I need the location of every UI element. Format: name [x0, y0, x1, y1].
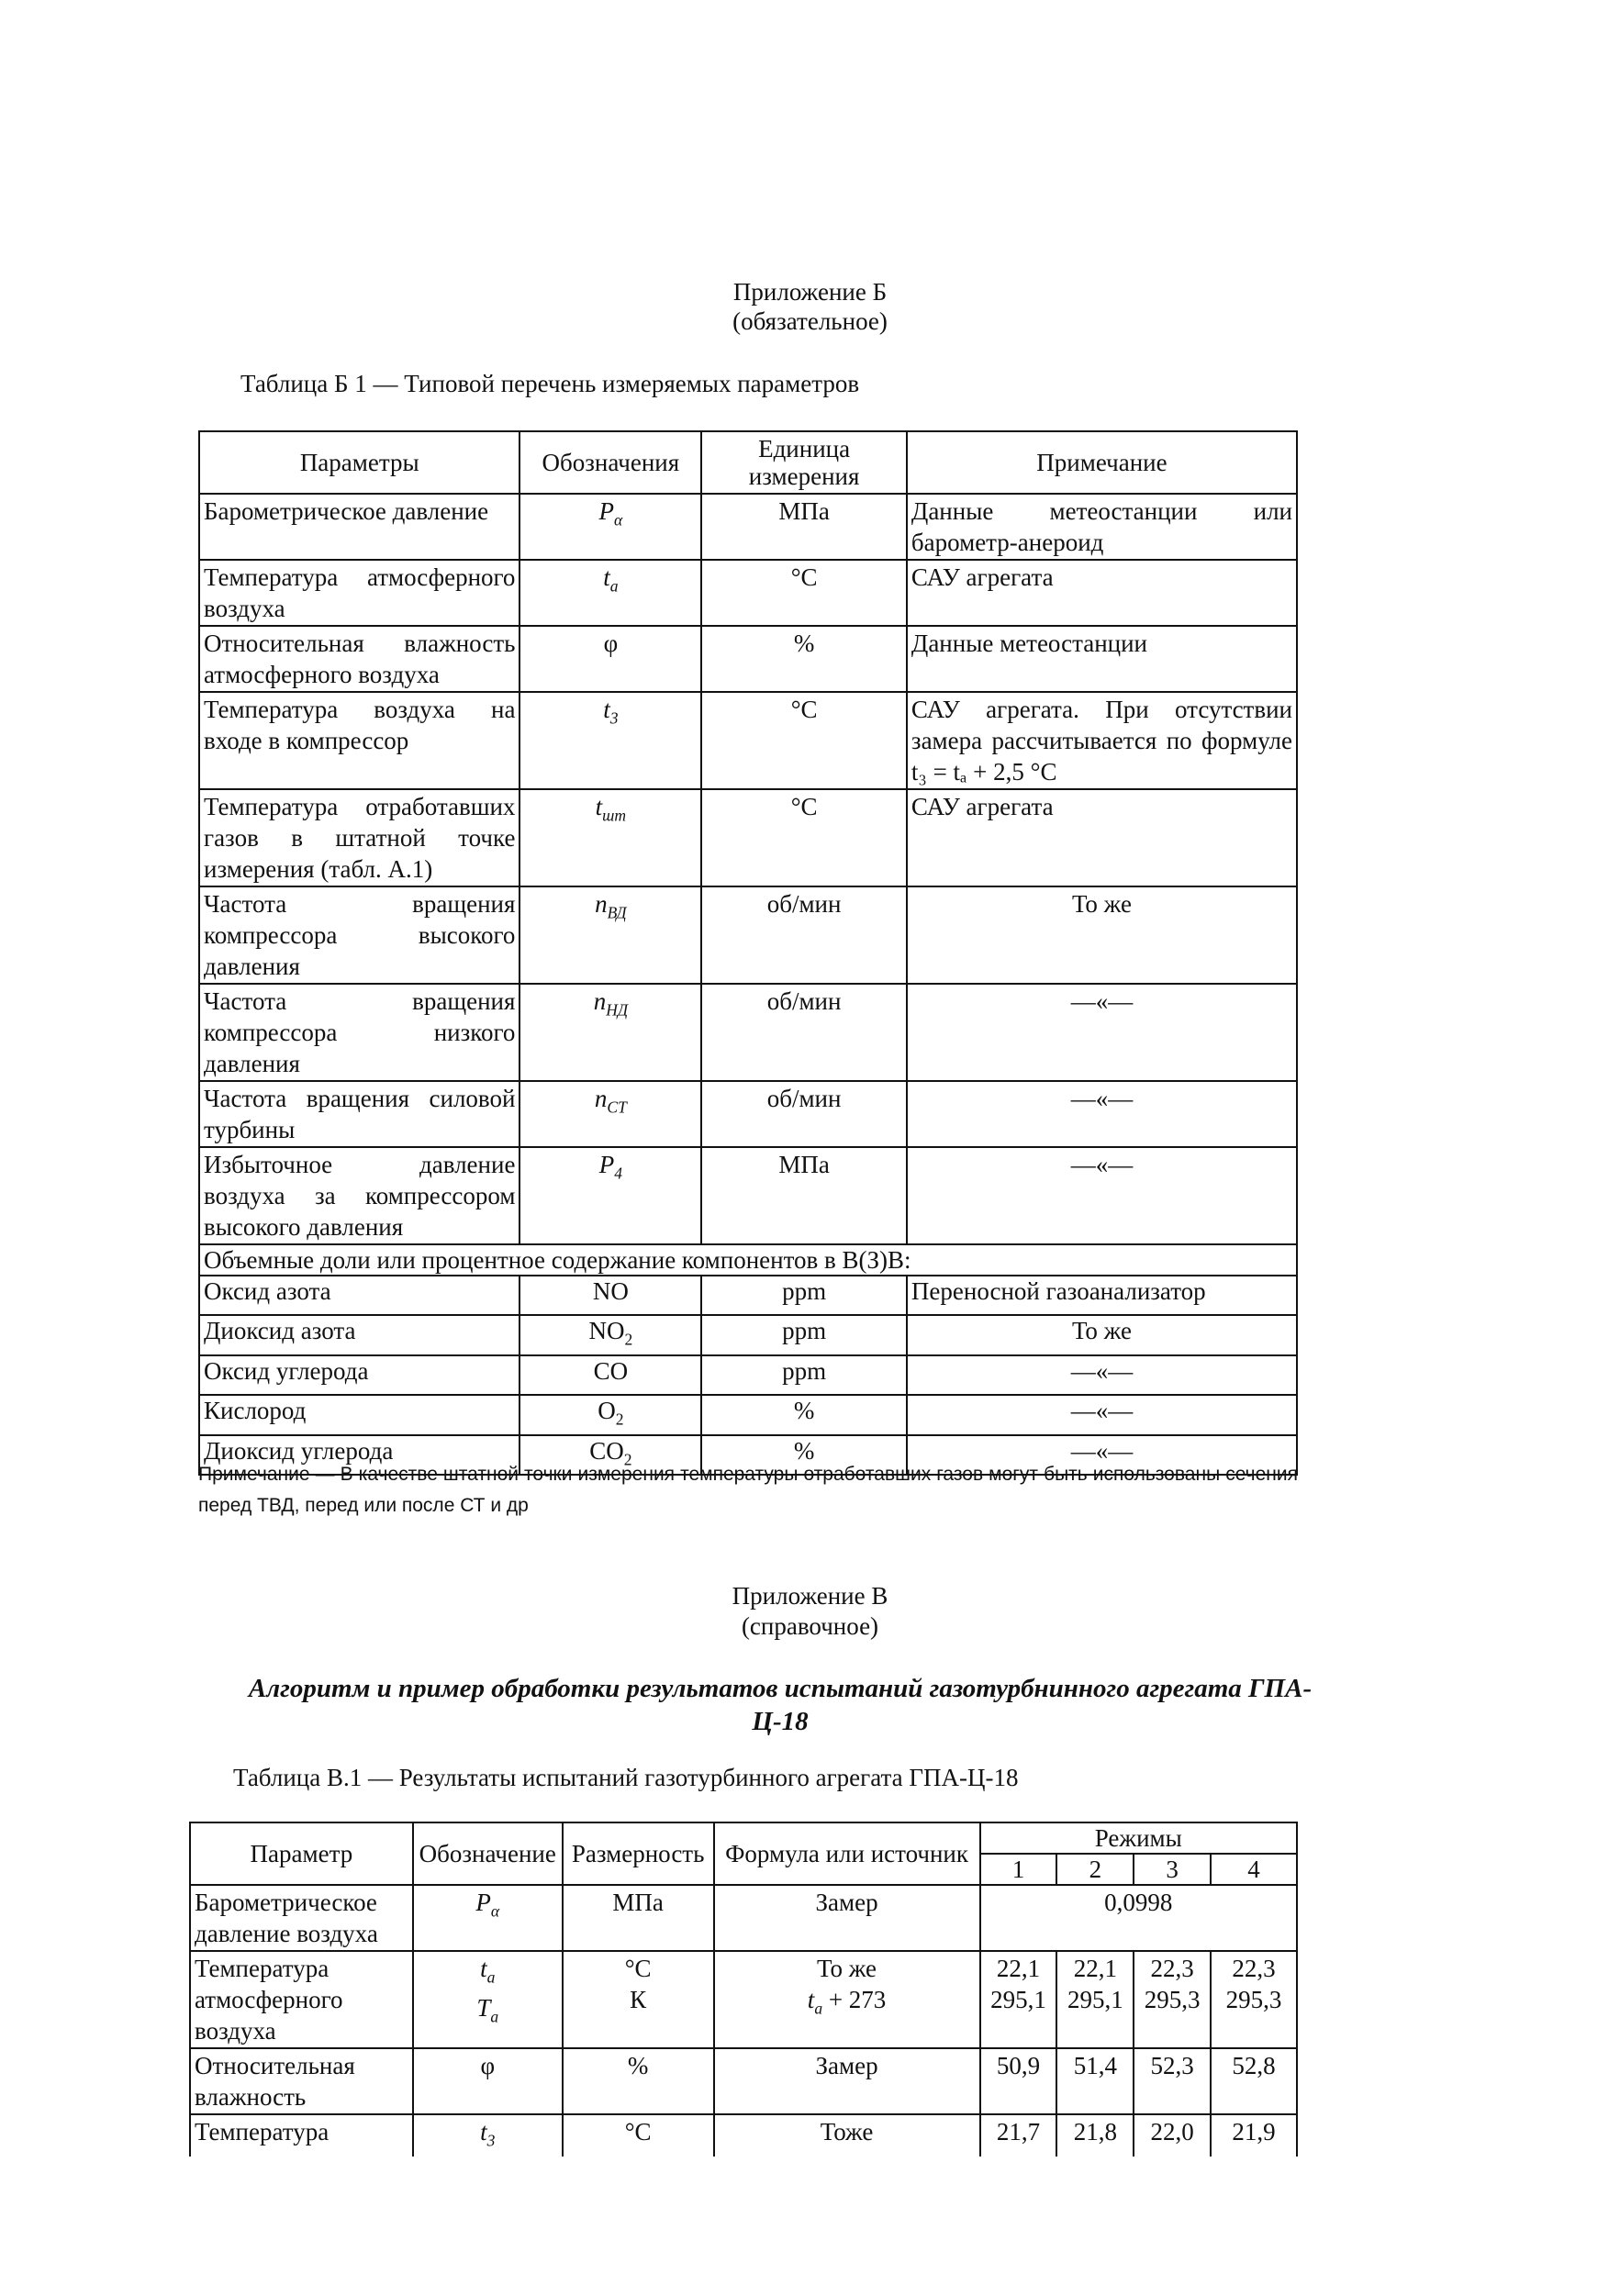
- dimension-cell: МПа: [563, 1885, 714, 1951]
- note-cell: САУ агрегата: [907, 789, 1297, 886]
- note-cell: САУ агрегата. При отсутствии замера рассчитывается по формуле t₃ = tₐ + 2,5 °С: [907, 692, 1297, 789]
- param-cell: Температура: [190, 2114, 413, 2157]
- unit-cell: ppm: [701, 1276, 907, 1315]
- symbol-cell: $P_\alpha$: [520, 494, 701, 560]
- table-row: [199, 1315, 1297, 1354]
- param-cell: Температура атмосферного воздуха: [190, 1951, 413, 2048]
- dimension-cell: %: [563, 2048, 714, 2114]
- param-cell: Температура воздуха на входе в компрессор: [199, 692, 520, 789]
- table-row: [199, 560, 1297, 626]
- unit-cell: МПа: [701, 1147, 907, 1244]
- table-v1-caption: Таблица В.1 — Результаты испытаний газотурбинного агрегата ГПА-Ц-18: [233, 1764, 1019, 1791]
- table-b1: [198, 430, 1298, 1476]
- note-cell: То же: [907, 1315, 1297, 1354]
- table-row: [199, 984, 1297, 1081]
- table-row: [199, 1355, 1297, 1395]
- symbol-cell: NO: [520, 1276, 701, 1315]
- formula-cell: Тоже: [714, 2114, 980, 2157]
- table-row: [190, 1885, 1297, 1951]
- appendix-v-subtitle: (справочное): [741, 1612, 879, 1640]
- param-cell: Барометрическое давление: [199, 494, 520, 560]
- symbol-cell: $n_{ВД}$: [520, 886, 701, 984]
- header-symbols: Обозначения: [520, 431, 701, 494]
- formula-cell: Замер: [714, 1885, 980, 1951]
- unit-cell: %: [701, 1395, 907, 1434]
- formula-cell: То же $t_a + 273$: [714, 1951, 980, 2048]
- param-cell: Диоксид углерода: [199, 1435, 520, 1475]
- header-mode-1: 1: [980, 1854, 1057, 1885]
- param-cell: Избыточное давление воздуха за компрессором высокого давления: [199, 1147, 520, 1244]
- table-row: [190, 1951, 1297, 2048]
- header-params: Параметры: [199, 431, 520, 494]
- section-cell: Объемные доли или процентное содержание компонентов в В(З)В:: [199, 1244, 1297, 1276]
- value-cell: 52,3: [1134, 2048, 1211, 2114]
- note-cell: —«—: [907, 984, 1297, 1081]
- table-row: [199, 1147, 1297, 1244]
- symbol-cell: φ: [520, 626, 701, 692]
- note-cell: —«—: [907, 1355, 1297, 1395]
- param-cell: Частота вращения силовой турбины: [199, 1081, 520, 1147]
- note-cell: —«—: [907, 1081, 1297, 1147]
- table-row: [199, 692, 1297, 789]
- value-cell: 22,1 295,1: [1056, 1951, 1134, 2048]
- note-cell: То же: [907, 886, 1297, 984]
- appendix-b-subtitle: (обязательное): [732, 307, 888, 335]
- unit-cell: %: [701, 626, 907, 692]
- value-cell: 22,3 295,3: [1134, 1951, 1211, 2048]
- value-cell: 51,4: [1056, 2048, 1134, 2114]
- header-mode-2: 2: [1056, 1854, 1134, 1885]
- note-cell: —«—: [907, 1147, 1297, 1244]
- param-cell: Кислород: [199, 1395, 520, 1434]
- value-cell: 21,9: [1211, 2114, 1297, 2157]
- param-cell: Барометрическое давление воздуха: [190, 1885, 413, 1951]
- value-cell: 22,0: [1134, 2114, 1211, 2157]
- table-row: [199, 1395, 1297, 1434]
- symbol-cell: $t_3$: [413, 2114, 563, 2157]
- table-row: [199, 1276, 1297, 1315]
- table-b1-footnote: Примечание — В качестве штатной точки измерения температуры отработавших газов могут быть использованы сечения перед ТВД, перед или после СТ и др: [198, 1464, 1298, 1516]
- header-mode-3: 3: [1134, 1854, 1211, 1885]
- symbol-cell: $n_{НД}$: [520, 984, 701, 1081]
- value-cell: 22,3 295,3: [1211, 1951, 1297, 2048]
- table-row: [190, 2114, 1297, 2157]
- merged-value-cell: 0,0998: [980, 1885, 1297, 1951]
- header-param: Параметр: [190, 1822, 413, 1885]
- note-cell: —«—: [907, 1435, 1297, 1475]
- dimension-cell: °С К: [563, 1951, 714, 2048]
- table-row: [199, 1081, 1297, 1147]
- value-cell: 22,1 295,1: [980, 1951, 1057, 2048]
- value-cell: 52,8: [1211, 2048, 1297, 2114]
- unit-cell: °С: [701, 789, 907, 886]
- note-cell: —«—: [907, 1395, 1297, 1434]
- symbol-cell: $NO_2$: [520, 1315, 701, 1354]
- unit-cell: °С: [701, 560, 907, 626]
- header-unit: Единица измерения: [701, 431, 907, 494]
- dimension-cell: °С: [563, 2114, 714, 2157]
- param-cell: Температура отработавших газов в штатной точке измерения (табл. А.1): [199, 789, 520, 886]
- table-row: [199, 494, 1297, 560]
- header-note: Примечание: [907, 431, 1297, 494]
- param-cell: Диоксид азота: [199, 1315, 520, 1354]
- table-row: [190, 2048, 1297, 2114]
- table-b1-caption: Таблица Б 1 — Типовой перечень измеряемых параметров: [240, 370, 860, 397]
- header-dimension: Размерность: [563, 1822, 714, 1885]
- param-cell: Относительная влажность: [190, 2048, 413, 2114]
- formula-cell: Замер: [714, 2048, 980, 2114]
- param-cell: Оксид углерода: [199, 1355, 520, 1395]
- header-mode-4: 4: [1211, 1854, 1297, 1885]
- unit-cell: %: [701, 1435, 907, 1475]
- unit-cell: об/мин: [701, 984, 907, 1081]
- table-v1: [189, 1822, 1298, 2157]
- param-cell: Температура атмосферного воздуха: [199, 560, 520, 626]
- table-v1-header-row: [190, 1822, 1297, 1854]
- unit-cell: об/мин: [701, 1081, 907, 1147]
- appendix-v-title: Приложение В: [732, 1582, 888, 1610]
- note-cell: Данные метеостанции: [907, 626, 1297, 692]
- header-modes: Режимы: [980, 1822, 1297, 1854]
- appendix-b-title: Приложение Б: [732, 278, 888, 306]
- note-cell: Данные метеостанции или барометр-анероид: [907, 494, 1297, 560]
- table-row: [199, 626, 1297, 692]
- unit-cell: ppm: [701, 1355, 907, 1395]
- unit-cell: об/мин: [701, 886, 907, 984]
- value-cell: 21,7: [980, 2114, 1057, 2157]
- unit-cell: ppm: [701, 1315, 907, 1354]
- param-cell: Частота вращения компрессора высокого давления: [199, 886, 520, 984]
- table-section-row: [199, 1244, 1297, 1276]
- symbol-cell: $t_a$ $T_a$: [413, 1951, 563, 2048]
- symbol-cell: $t_3$: [520, 692, 701, 789]
- unit-cell: °С: [701, 692, 907, 789]
- appendix-v-heading: Алгоритм и пример обработки результатов испытаний газотурбнинного агрегата ГПА-Ц-18: [248, 1674, 1313, 1736]
- symbol-cell: $CO_2$: [520, 1435, 701, 1475]
- symbol-cell: CO: [520, 1355, 701, 1395]
- param-cell: Частота вращения компрессора низкого давления: [199, 984, 520, 1081]
- symbol-cell: $P_\alpha$: [413, 1885, 563, 1951]
- table-row: [199, 789, 1297, 886]
- header-formula: Формула или источник: [714, 1822, 980, 1885]
- param-cell: Относительная влажность атмосферного воздуха: [199, 626, 520, 692]
- header-symbol: Обозначение: [413, 1822, 563, 1885]
- table-b1-header-row: [199, 431, 1297, 494]
- symbol-cell: $O_2$: [520, 1395, 701, 1434]
- symbol-cell: $n_{СТ}$: [520, 1081, 701, 1147]
- unit-cell: МПа: [701, 494, 907, 560]
- note-cell: Переносной газоанализатор: [907, 1276, 1297, 1315]
- param-cell: Оксид азота: [199, 1276, 520, 1315]
- symbol-cell: $t_a$: [520, 560, 701, 626]
- symbol-cell: φ: [413, 2048, 563, 2114]
- value-cell: 21,8: [1056, 2114, 1134, 2157]
- table-row: [199, 886, 1297, 984]
- note-cell: САУ агрегата: [907, 560, 1297, 626]
- value-cell: 50,9: [980, 2048, 1057, 2114]
- symbol-cell: $t_{шт}$: [520, 789, 701, 886]
- symbol-cell: $P_4$: [520, 1147, 701, 1244]
